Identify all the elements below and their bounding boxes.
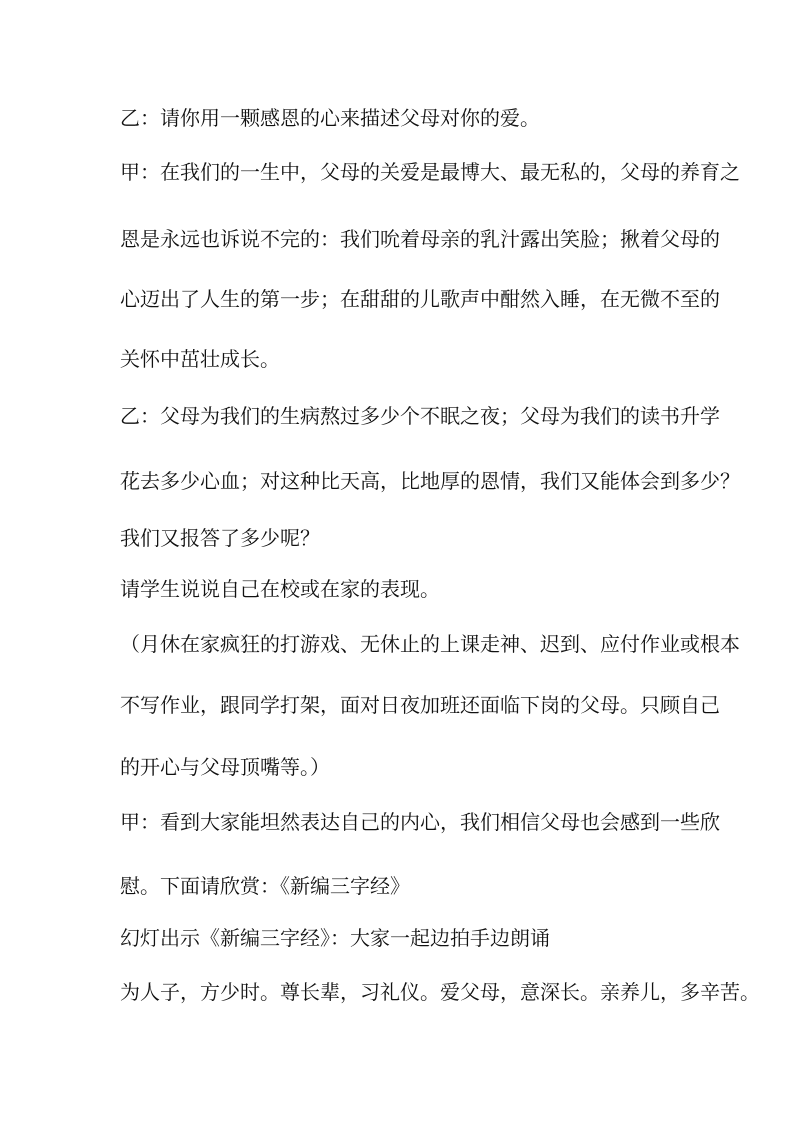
text-line: 的开心与父母顶嘴等。）: [120, 755, 330, 779]
text-line: 幻灯出示《新编三字经》：大家一起边拍手边朗诵: [120, 926, 550, 950]
text-line: 甲：在我们的一生中，父母的关爱是最博大、最无私的，父母的养育之: [120, 160, 740, 184]
text-line: 心迈出了人生的第一步；在甜甜的儿歌声中酣然入睡，在无微不至的: [120, 287, 720, 311]
text-line: 慰。下面请欣赏：《新编三字经》: [120, 874, 410, 898]
text-line: 乙：父母为我们的生病熬过多少个不眠之夜；父母为我们的读书升学: [120, 404, 720, 428]
text-line: 甲：看到大家能坦然表达自己的内心，我们相信父母也会感到一些欣: [120, 810, 720, 834]
text-line: 恩是永远也诉说不完的：我们吮着母亲的乳汁露出笑脸；揪着父母的: [120, 227, 720, 251]
text-line: 请学生说说自己在校或在家的表现。: [120, 577, 440, 601]
text-line: 关怀中茁壮成长。: [120, 347, 280, 371]
text-line: 为人子，方少时。尊长辈，习礼仪。爱父母，意深长。亲养儿，多辛苦。: [120, 980, 760, 1004]
text-line: （月休在家疯狂的打游戏、无休止的上课走神、迟到、应付作业或根本: [120, 632, 740, 656]
text-line: 乙：请你用一颗感恩的心来描述父母对你的爱。: [120, 106, 540, 130]
text-line: 不写作业，跟同学打架，面对日夜加班还面临下岗的父母。只顾自己: [120, 693, 720, 717]
text-line: 花去多少心血；对这种比天高，比地厚的恩情，我们又能体会到多少？: [120, 469, 740, 493]
text-line: 我们又报答了多少呢？: [120, 526, 320, 550]
